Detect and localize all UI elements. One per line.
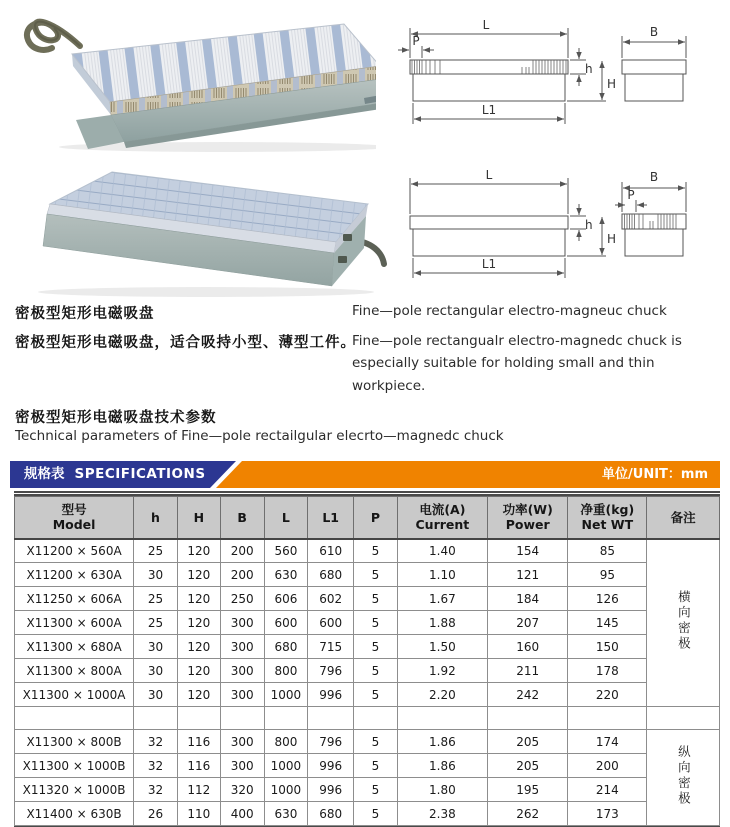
cell-H: 120	[177, 611, 220, 635]
col-header-h-label: h	[151, 509, 160, 525]
dim-label-L1: L1	[481, 103, 497, 117]
product-desc-en-line1: Fine—pole rectangular electro-magneuc chuck	[352, 303, 667, 319]
table-row	[15, 587, 720, 611]
dim-label-L1: L1	[481, 257, 497, 271]
col-header-weight	[568, 497, 647, 539]
cell-current: 2.20	[397, 683, 487, 707]
cell-L: 600	[264, 611, 308, 635]
cell-L1: 602	[308, 587, 354, 611]
cell-empty	[397, 707, 487, 730]
col-header-remark	[647, 497, 720, 539]
cell-model: X11300 × 800B	[15, 730, 134, 754]
dim-label-P: P	[412, 34, 420, 48]
col-header-model-zh: 型号	[61, 502, 87, 518]
col-header-power-en: Power	[505, 517, 550, 533]
cell-weight: 150	[568, 635, 647, 659]
cell-L: 1000	[264, 754, 308, 778]
cell-P: 5	[354, 754, 398, 778]
cell-empty	[354, 707, 398, 730]
cell-L1: 996	[308, 778, 354, 802]
cell-L1: 680	[308, 563, 354, 587]
cell-H: 116	[177, 754, 220, 778]
table-row	[15, 539, 720, 563]
cell-current: 1.40	[397, 539, 487, 563]
col-header-model-en: Model	[52, 517, 96, 533]
col-header-L1-label: L1	[322, 509, 339, 525]
cell-B: 300	[220, 730, 264, 754]
cell-B: 300	[220, 683, 264, 707]
cell-B: 200	[220, 539, 264, 563]
cell-L: 800	[264, 659, 308, 683]
cell-power: 184	[488, 587, 568, 611]
col-header-L-label: L	[281, 509, 290, 525]
cell-model: X11200 × 630A	[15, 563, 134, 587]
cell-weight: 200	[568, 754, 647, 778]
cell-current: 1.88	[397, 611, 487, 635]
col-header-B	[220, 497, 264, 539]
dim-label-H: H	[607, 77, 617, 91]
dim-label-h: h	[585, 62, 593, 76]
cell-weight: 85	[568, 539, 647, 563]
cell-model: X11300 × 1000A	[15, 683, 134, 707]
col-header-remark-label: 备注	[670, 509, 696, 525]
cell-power: 195	[488, 778, 568, 802]
cell-H: 120	[177, 587, 220, 611]
col-header-P-label: P	[370, 509, 380, 525]
cell-h: 25	[134, 587, 178, 611]
specifications-band	[10, 461, 720, 488]
band-title-en: SPECIFICATIONS	[74, 466, 206, 482]
cell-model: X11300 × 800A	[15, 659, 134, 683]
table-row	[15, 802, 720, 826]
cell-L: 1000	[264, 778, 308, 802]
cell-empty	[308, 707, 354, 730]
cell-L1: 996	[308, 754, 354, 778]
cell-weight: 178	[568, 659, 647, 683]
cell-B: 300	[220, 611, 264, 635]
cell-B: 400	[220, 802, 264, 826]
cell-current: 1.92	[397, 659, 487, 683]
header-row	[15, 497, 720, 539]
cell-power: 207	[488, 611, 568, 635]
cell-current: 1.10	[397, 563, 487, 587]
cell-h: 30	[134, 659, 178, 683]
cell-h: 26	[134, 802, 178, 826]
product-desc-en-line2: Fine—pole rectangualr electro-magnedc chuck is especially suitable for holding small and thin workpiece.	[352, 332, 682, 394]
cell-current: 1.67	[397, 587, 487, 611]
cell-L: 800	[264, 730, 308, 754]
col-header-weight-en: Net WT	[581, 517, 634, 533]
cell-power: 242	[488, 683, 568, 707]
cell-weight: 145	[568, 611, 647, 635]
cell-L1: 680	[308, 802, 354, 826]
cell-weight: 126	[568, 587, 647, 611]
col-header-power	[488, 497, 568, 539]
cell-H: 120	[177, 635, 220, 659]
cell-L1: 796	[308, 730, 354, 754]
dim-label-P: P	[627, 188, 635, 202]
dim-label-h: h	[585, 218, 593, 232]
cell-empty	[134, 707, 178, 730]
dim-label-B: B	[649, 25, 659, 39]
cell-H: 120	[177, 563, 220, 587]
cell-L1: 796	[308, 659, 354, 683]
cell-P: 5	[354, 730, 398, 754]
cell-h: 30	[134, 635, 178, 659]
spec-table-head	[15, 497, 720, 539]
remark-cell-rows_b	[647, 730, 720, 826]
cell-h: 30	[134, 563, 178, 587]
cell-power: 205	[488, 730, 568, 754]
cell-model: X11250 × 606A	[15, 587, 134, 611]
cell-B: 300	[220, 659, 264, 683]
tech-params-title-en: Technical parameters of Fine—pole rectailgular elecrto—magnedc chuck	[15, 428, 504, 444]
cell-empty	[568, 707, 647, 730]
cell-H: 110	[177, 802, 220, 826]
cell-power: 160	[488, 635, 568, 659]
cell-B: 320	[220, 778, 264, 802]
product-title-zh: 密极型矩形电磁吸盘	[15, 306, 155, 322]
col-header-h	[134, 497, 178, 539]
cell-h: 30	[134, 683, 178, 707]
cell-power: 121	[488, 563, 568, 587]
col-header-current-zh: 电流(A)	[419, 502, 466, 518]
col-header-weight-zh: 净重(kg)	[580, 502, 635, 518]
band-title-zh: 规格表	[24, 466, 65, 482]
table-row	[15, 730, 720, 754]
cell-P: 5	[354, 802, 398, 826]
cell-power: 262	[488, 802, 568, 826]
cell-B: 300	[220, 635, 264, 659]
cell-B: 300	[220, 754, 264, 778]
cell-B: 200	[220, 563, 264, 587]
terminal-bolt-bottom	[338, 256, 347, 263]
table-row	[15, 754, 720, 778]
table-row	[15, 683, 720, 707]
cell-P: 5	[354, 587, 398, 611]
cell-P: 5	[354, 539, 398, 563]
cell-L: 630	[264, 802, 308, 826]
remark-cell-rows_a	[647, 539, 720, 707]
cell-P: 5	[354, 563, 398, 587]
cell-power: 205	[488, 754, 568, 778]
cell-L1: 715	[308, 635, 354, 659]
cell-h: 32	[134, 754, 178, 778]
terminal-bolt-top	[343, 234, 352, 241]
cell-current: 1.80	[397, 778, 487, 802]
col-header-power-zh: 功率(W)	[502, 502, 553, 518]
col-header-current-en: Current	[415, 517, 470, 533]
cell-H: 120	[177, 683, 220, 707]
product-photo-long-pole	[16, 160, 390, 300]
cell-L1: 600	[308, 611, 354, 635]
cell-L: 630	[264, 563, 308, 587]
col-header-H	[177, 497, 220, 539]
cell-L: 680	[264, 635, 308, 659]
remark-text: 纵向密极	[676, 745, 692, 807]
cell-model: X11320 × 1000B	[15, 778, 134, 802]
col-header-L1	[308, 497, 354, 539]
cell-h: 32	[134, 778, 178, 802]
dim-label-H: H	[607, 232, 617, 246]
cell-H: 120	[177, 539, 220, 563]
col-header-B-label: B	[237, 509, 247, 525]
table-row	[15, 778, 720, 802]
cell-model: X11300 × 1000B	[15, 754, 134, 778]
product-photo-cross-pole	[14, 2, 376, 154]
table-row	[15, 611, 720, 635]
cell-weight: 214	[568, 778, 647, 802]
cell-empty	[647, 707, 720, 730]
dimension-diagram-cross-pole	[396, 12, 726, 136]
band-unit: 单位/UNIT：mm	[602, 467, 708, 482]
cell-current: 1.86	[397, 754, 487, 778]
cell-L1: 996	[308, 683, 354, 707]
cell-empty	[15, 707, 134, 730]
col-header-model	[15, 497, 134, 539]
cell-P: 5	[354, 611, 398, 635]
col-header-current	[397, 497, 487, 539]
cell-weight: 174	[568, 730, 647, 754]
col-header-P	[354, 497, 398, 539]
spec-table-container	[14, 491, 720, 827]
cell-weight: 95	[568, 563, 647, 587]
cell-H: 116	[177, 730, 220, 754]
cell-empty	[264, 707, 308, 730]
cell-L1: 610	[308, 539, 354, 563]
cell-current: 1.50	[397, 635, 487, 659]
cell-P: 5	[354, 635, 398, 659]
spacer-row	[15, 707, 720, 730]
cell-L: 1000	[264, 683, 308, 707]
col-header-L	[264, 497, 308, 539]
cell-h: 25	[134, 539, 178, 563]
tech-params-title-zh: 密极型矩形电磁吸盘技术参数	[15, 410, 217, 426]
cell-L: 560	[264, 539, 308, 563]
cell-H: 112	[177, 778, 220, 802]
cell-H: 120	[177, 659, 220, 683]
remark-text: 横向密极	[676, 590, 692, 653]
cell-model: X11300 × 680A	[15, 635, 134, 659]
cell-P: 5	[354, 683, 398, 707]
cell-L: 606	[264, 587, 308, 611]
dim-label-B: B	[649, 170, 659, 184]
cell-model: X11300 × 600A	[15, 611, 134, 635]
dim-label-L: L	[482, 18, 490, 32]
cell-model: X11400 × 630B	[15, 802, 134, 826]
product-desc-zh: 密极型矩形电磁吸盘，适合吸持小型、薄型工件。	[15, 335, 356, 351]
cell-h: 25	[134, 611, 178, 635]
cell-h: 32	[134, 730, 178, 754]
table-row	[15, 659, 720, 683]
cell-empty	[488, 707, 568, 730]
cell-empty	[177, 707, 220, 730]
product-desc-en	[352, 300, 724, 397]
dimension-diagram-long-pole	[396, 164, 726, 288]
photo-shadow	[38, 287, 374, 297]
cell-weight: 220	[568, 683, 647, 707]
cell-P: 5	[354, 659, 398, 683]
cell-power: 211	[488, 659, 568, 683]
cell-model: X11200 × 560A	[15, 539, 134, 563]
dim-label-L: L	[485, 168, 493, 182]
spec-table	[14, 496, 720, 826]
cell-B: 250	[220, 587, 264, 611]
cell-power: 154	[488, 539, 568, 563]
cell-empty	[220, 707, 264, 730]
cell-weight: 173	[568, 802, 647, 826]
table-row	[15, 563, 720, 587]
spec-table-body	[15, 539, 720, 826]
cell-current: 2.38	[397, 802, 487, 826]
cell-current: 1.86	[397, 730, 487, 754]
band-title	[24, 461, 206, 488]
col-header-H-label: H	[193, 509, 205, 525]
table-row	[15, 635, 720, 659]
cell-P: 5	[354, 778, 398, 802]
